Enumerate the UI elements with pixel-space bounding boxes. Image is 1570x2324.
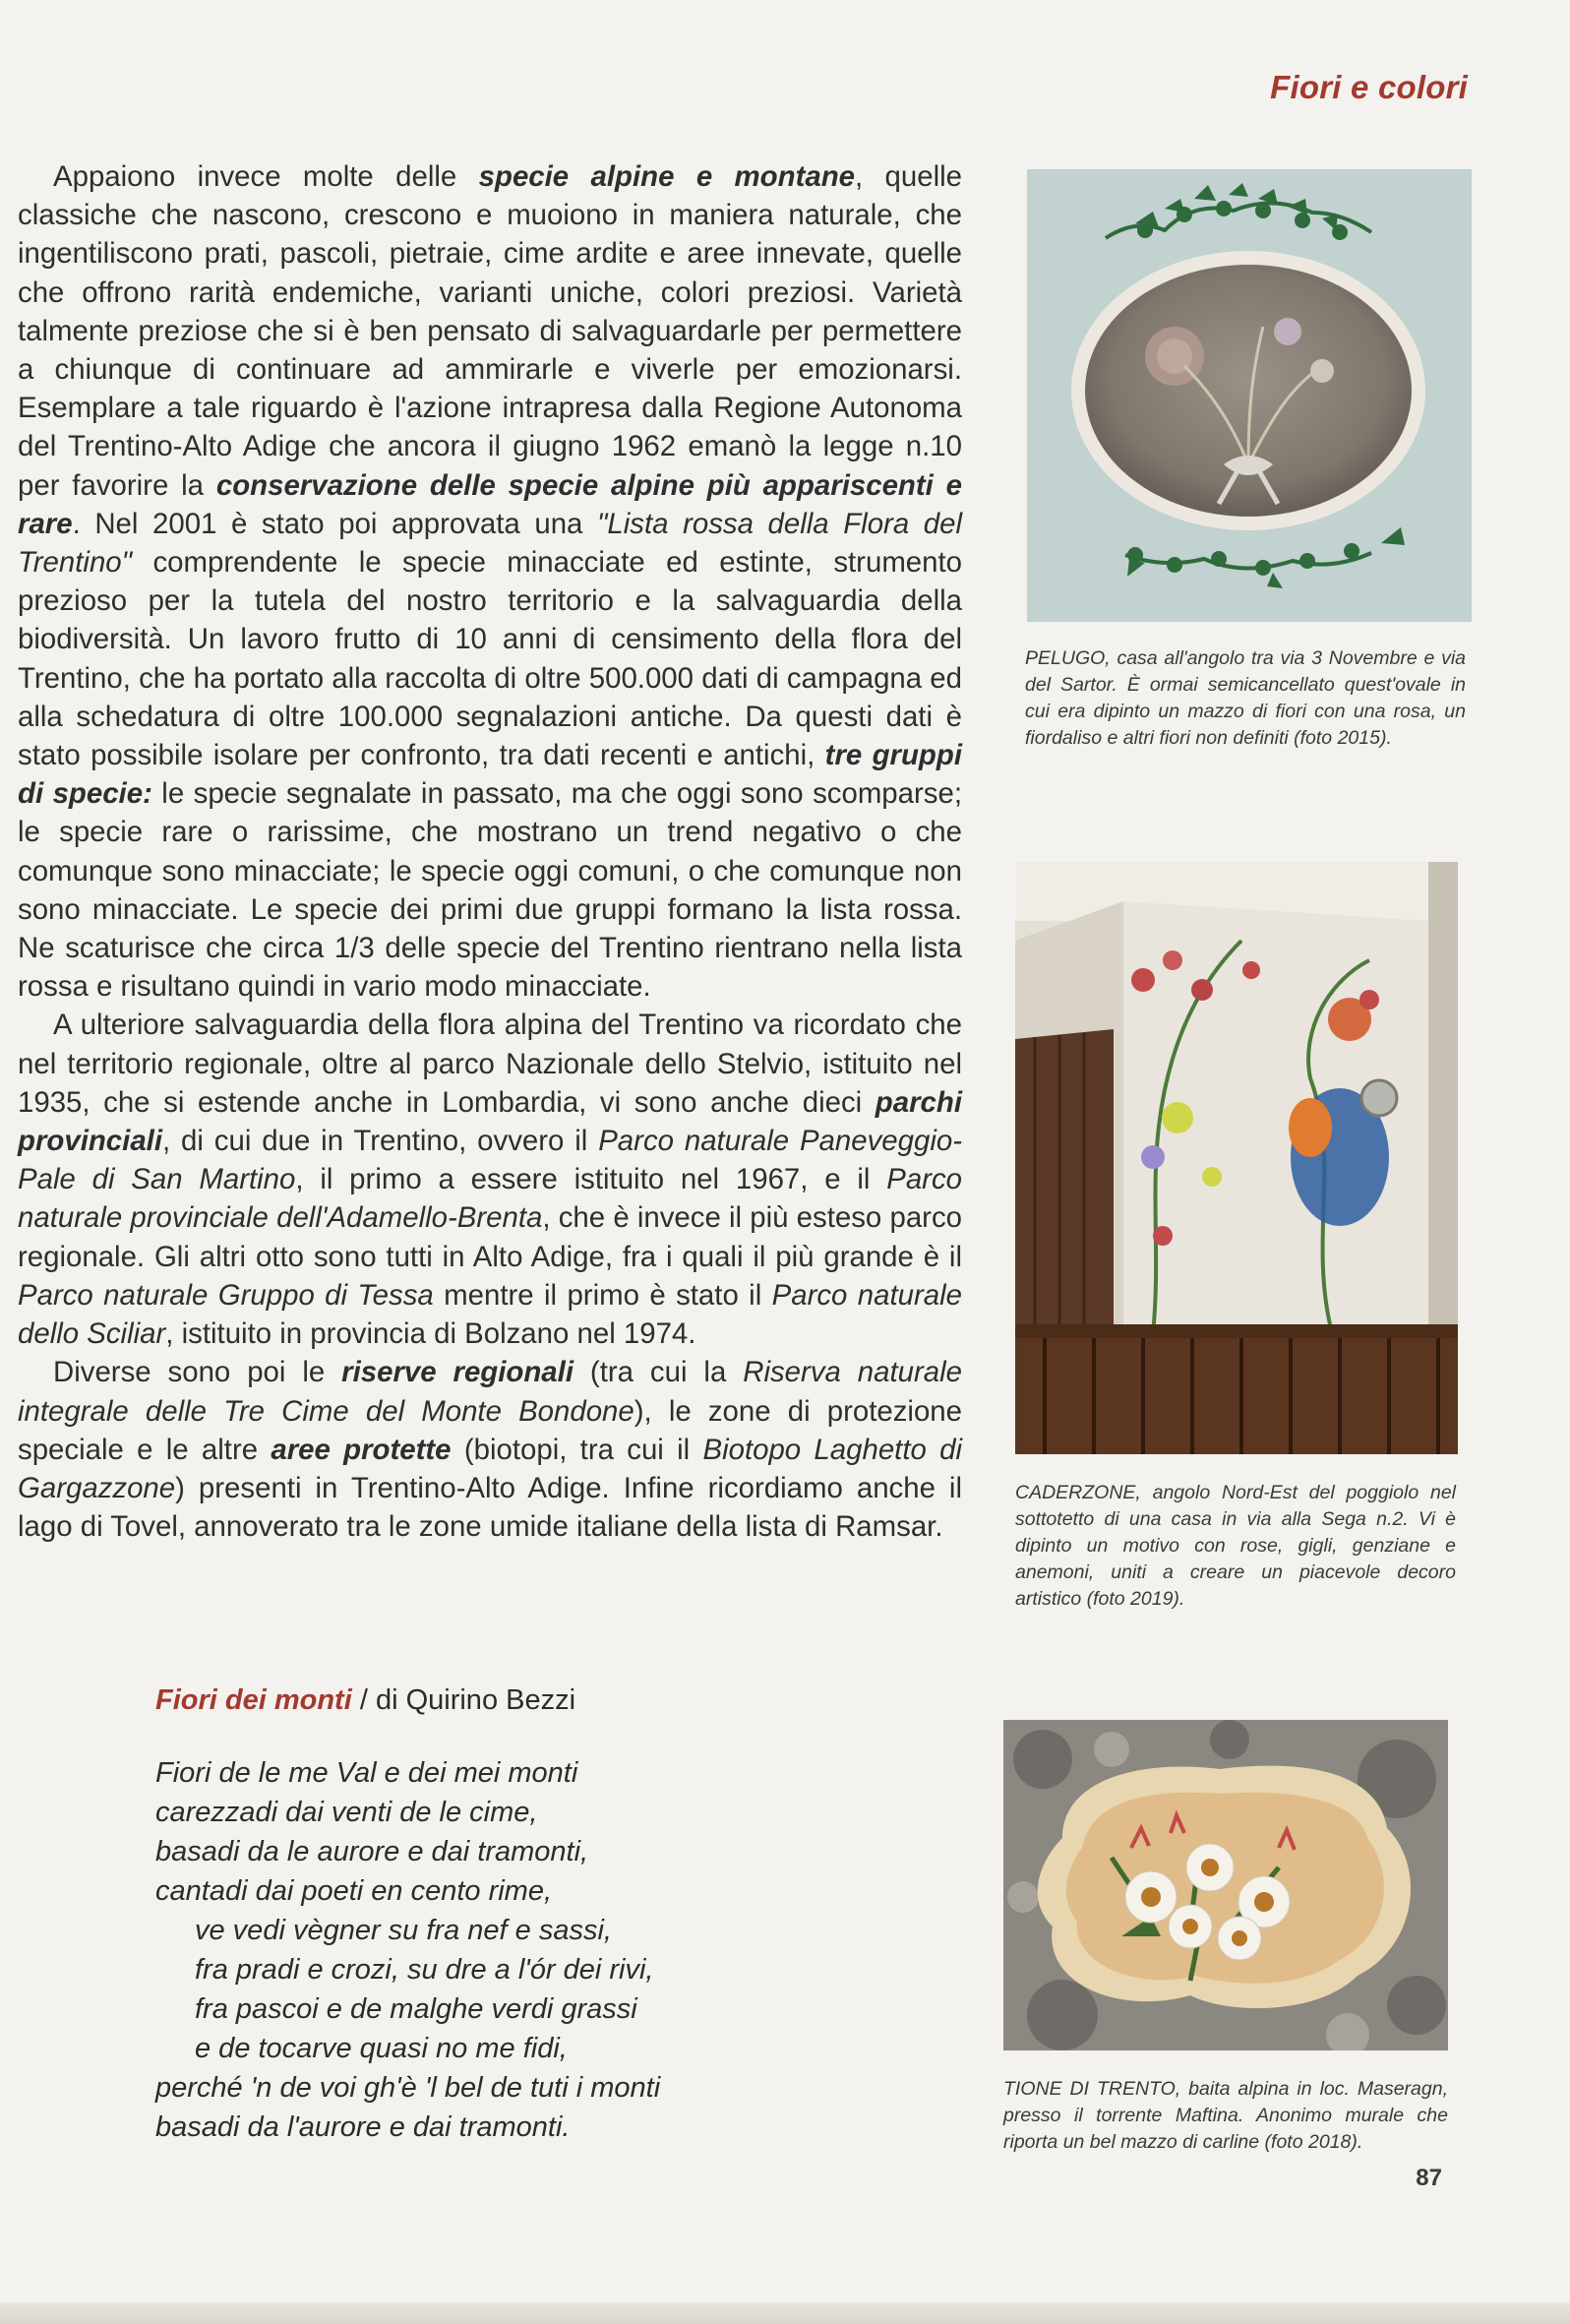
emphasis-text: aree protette (271, 1433, 452, 1466)
text-run: , istituito in provincia di Bolzano nel 1974. (165, 1317, 696, 1351)
caption-figure-3: TIONE DI TRENTO, baita alpina in loc. Maseragn, presso il torrente Maftina. Anonimo murale che riporta un bel mazzo di carline (foto 2018). (1003, 2078, 1448, 2153)
poem-line: ve vedi vègner su fra nef e sassi, (195, 1915, 612, 1946)
emphasis-text: riserve regionali (341, 1356, 574, 1389)
italic-text: Riserva naturale integrale delle Tre Cime del Monte Bondone (18, 1356, 962, 1428)
italic-text: Parco naturale Gruppo di Tessa (18, 1278, 434, 1312)
poem-line: e de tocarve quasi no me fidi, (195, 2033, 568, 2064)
text-run: ) presenti in Trentino-Alto Adige. Infine ricordiamo anche il lago di Tovel, annoverato tra le zone umide italiane della lista di Ramsar. (18, 1471, 962, 1544)
poem-line: perché 'n de voi gh'è 'l bel de tuti i monti (155, 2072, 661, 2104)
page-number: 87 (1416, 2165, 1442, 2191)
poem-author: / di Quirino Bezzi (351, 1684, 576, 1716)
text-run: mentre il primo è stato il (433, 1278, 772, 1312)
poem-line: Fiori de le me Val e dei mei monti (155, 1757, 578, 1789)
text-run: (biotopi, tra cui il (451, 1433, 703, 1466)
caption-figure-1: PELUGO, casa all'angolo tra via 3 Novembre e via del Sartor. È ormai semicancellato quest'ovale in cui era dipinto un mazzo di fiori con una rosa, un fiordaliso e altri fiori non definiti (foto 2015). (1025, 647, 1466, 749)
italic-text: Parco naturale Paneveggio-Pale di San Martino (18, 1125, 962, 1196)
italic-text: "Lista rossa della Flora del Trentino" (18, 507, 962, 580)
text-run: . Nel 2001 è stato poi approvata una (72, 507, 597, 540)
photo-caderzone-balcony (1015, 862, 1458, 1454)
italic-text: Parco naturale dello Sciliar (18, 1278, 962, 1351)
poem-line: basadi da le aurore e dai tramonti, (155, 1836, 589, 1867)
photo-pelugo-oval-mural (1027, 169, 1472, 622)
text-run: A ulteriore salvaguardia della flora alpina del Trentino va ricordato che nel territorio regionale, oltre al parco Nazionale dello Stelvio, istituito nel 1935, che si estende anche in Lombardia, vi sono anche dieci (18, 1009, 962, 1119)
poem-line: basadi da l'aurore e dai tramonti. (155, 2111, 571, 2143)
scan-bottom-edge (0, 2302, 1570, 2324)
text-run: , che è invece il più esteso parco regionale. Gli altri otto sono tutti in Alto Adige, fra i quali il più grande è il (18, 1201, 962, 1273)
text-run: , di cui due in Trentino, ovvero il (162, 1125, 599, 1158)
poem-line: cantadi dai poeti en cento rime, (155, 1875, 553, 1907)
italic-text: Parco naturale provinciale dell'Adamello-Brenta (18, 1163, 962, 1235)
section-title: Fiori e colori (1270, 69, 1468, 105)
poem-title: Fiori dei monti (155, 1684, 352, 1716)
text-run: , quelle classiche che nascono, crescono e muoiono in maniera naturale, che ingentiliscono prati, pascoli, pietraie, cime ardite e aree innevate, quelle che offrono rarità endemiche, varianti uniche, colori preziosi. Varietà talmente preziose che si è ben pensato di salvaguardarle per permettere a chiunque di continuare ad ammirarle e viverle per emozionarsi. Esemplare a tale riguardo è l'azione intrapresa dalla Regione Autonoma del Trentino-Alto Adige che ancora il giugno 1962 emanò la legge n.10 per favorire la (18, 160, 962, 502)
main-text-column (18, 157, 962, 1546)
text-run: le specie segnalate in passato, ma che oggi sono scomparse; le specie rare o rarissime, che mostrano un trend negativo o che comunque sono minacciate; le specie oggi comuni, o che comunque non sono minacciate. Le specie dei primi due gruppi formano la lista rossa. Ne scaturisce che circa 1/3 delle specie del Trentino rientrano nella lista rossa e risultano quindi in vario modo minacciate. (18, 777, 962, 1004)
text-run: ), le zone di protezione speciale e le altre (18, 1394, 962, 1466)
text-run: , il primo a essere istituito nel 1967, e il (295, 1163, 887, 1196)
paragraph-2 (18, 1006, 962, 1353)
text-run: Appaiono invece molte delle (53, 160, 479, 193)
emphasis-text: specie alpine e montane (478, 160, 856, 193)
poem-line: carezzadi dai venti de le cime, (155, 1797, 538, 1828)
photo-tione-carline-mural (1003, 1720, 1448, 2050)
text-run: Diverse sono poi le (53, 1356, 342, 1389)
poem-line: fra pradi e crozi, su dre a l'ór dei rivi, (195, 1954, 654, 1986)
paragraph-1 (18, 157, 962, 1006)
emphasis-text: parchi provinciali (18, 1085, 962, 1158)
italic-text: Biotopo Laghetto di Gargazzone (18, 1433, 963, 1504)
paragraph-3 (18, 1353, 962, 1546)
poem-heading (155, 1681, 765, 1720)
text-run: (tra cui la (574, 1356, 744, 1389)
emphasis-text: conservazione delle specie alpine più appariscenti e rare (18, 468, 962, 540)
poem-line: fra pascoi e de malghe verdi grassi (195, 1993, 637, 2025)
emphasis-text: tre gruppi di specie: (18, 739, 963, 811)
caption-figure-2: CADERZONE, angolo Nord-Est del poggiolo nel sottotetto di una casa in via alla Sega n.2. Vi è dipinto un motivo con rose, gigli, genziane e anemoni, uniti a creare un piacevole decoro artistico (foto 2019). (1015, 1482, 1456, 1610)
text-run: comprendente le specie minacciate ed estinte, strumento prezioso per la tutela del nostro territorio e la salvaguardia della biodiversità. Un lavoro frutto di 10 anni di censimento della flora del Trentino, che ha portato alla raccolta di oltre 500.000 dati di campagna ed alla schedatura di oltre 100.000 segnalazioni antiche. Da questi dati è stato possibile isolare per confronto, tra dati recenti e antichi, (18, 546, 962, 772)
poem (155, 1681, 765, 2147)
